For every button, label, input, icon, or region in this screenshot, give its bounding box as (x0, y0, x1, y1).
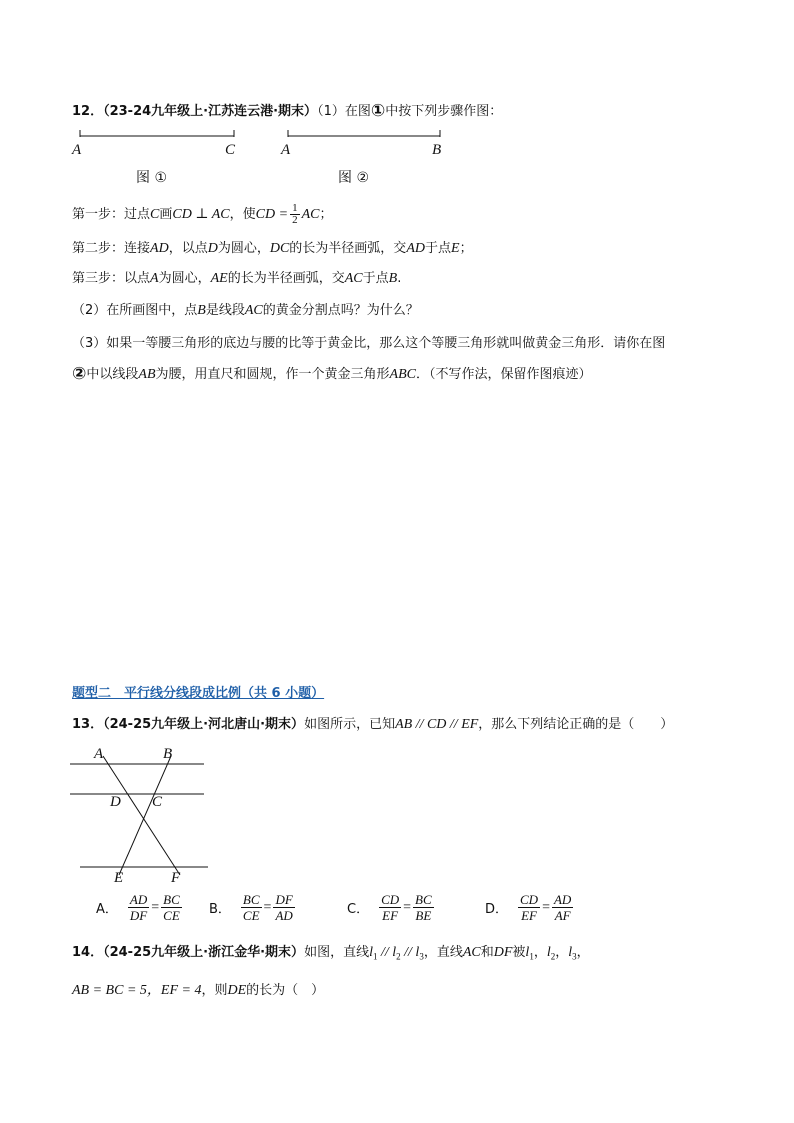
figure-1-marker: ① (370, 101, 386, 121)
q12-source: （23-24九年级上·江苏连云港·期末） (103, 104, 318, 119)
q13-source: （24-25九年级上·河北唐山·期末） (103, 717, 305, 732)
point-label-a2: A (281, 142, 291, 158)
q12-number: 12． (72, 104, 104, 119)
fig-label-f: F (171, 870, 181, 884)
option-c[interactable]: C． $\frac{CD}{EF}$ = $\frac{BC}{BE}$ (347, 892, 432, 923)
option-b[interactable]: B． $\frac{BC}{CE}$ = $\frac{DF}{AD}$ (209, 892, 293, 923)
figure-1-caption: 图 ① (136, 170, 168, 186)
option-a[interactable]: A． $\frac{AD}{DF}$ = $\frac{BC}{CE}$ (96, 892, 180, 923)
fraction-one-half: $\frac{1}{2}$ (292, 202, 298, 226)
q13-number: 13． (72, 717, 104, 732)
point-label-c1: C (225, 142, 236, 158)
segment-ac (80, 130, 234, 137)
q12-part-2: （2）在所画图中，点B是线段AC的黄金分割点吗？为什么？ (72, 303, 419, 318)
fig-label-d: D (110, 794, 121, 810)
q13-stem: 13．（24-25九年级上·河北唐山·期末）如图所示，已知AB // CD // EF，那么下列结论正确的是（ ） (72, 717, 674, 732)
segment-ab (288, 130, 440, 137)
point-label-b2: B (432, 142, 442, 158)
fig-label-e: E (114, 870, 124, 884)
fig-label-b: B (163, 746, 173, 762)
q13-figure (66, 744, 216, 884)
q12-segment-figures (70, 124, 460, 164)
q12-step-3: 第三步：以点A为圆心，AE的长为半径画弧，交AC于点B. (72, 271, 402, 286)
figure-2-caption: 图 ② (338, 170, 370, 186)
q12-step-2: 第二步：连接AD，以点D为圆心，DC的长为半径画弧，交AD于点E； (72, 241, 473, 256)
section-heading: 题型二 平行线分线段成比例（共 6 小题） (72, 686, 325, 701)
transversal-af (103, 756, 180, 875)
fig-label-a: A (94, 746, 104, 762)
q14-line-2: AB = BC = 5，EF = 4，则DE的长为（ ） (72, 983, 325, 998)
q12-stem: 12．（23-24九年级上·江苏连云港·期末）（1）在图①中按下列步骤作图： (72, 101, 503, 121)
q12-step-1: 第一步：过点C画CD ⊥ AC，使CD = $\frac{1}{2}$ AC； (72, 202, 333, 226)
q14-number: 14． (72, 945, 104, 960)
transversal-be (119, 756, 171, 875)
q12-part-3-line-2: ②中以线段AB为腰，用直尺和圆规，作一个黄金三角形ABC．（不写作法，保留作图痕迹） (72, 364, 592, 384)
fig-label-c: C (152, 794, 163, 810)
point-label-a1: A (72, 142, 82, 158)
figure-2-marker: ② (72, 364, 87, 384)
q14-stem: 14．（24-25九年级上·浙江金华·期末）如图，直线$l_1 // l_2 // l_3$，直线AC和DF被$l_1$，$l_2$，$l_3$， (72, 945, 590, 962)
q14-source: （24-25九年级上·浙江金华·期末） (103, 945, 305, 960)
option-d[interactable]: D． $\frac{CD}{EF}$ = $\frac{AD}{AF}$ (485, 892, 572, 923)
q12-part-3-line-1: （3）如果一等腰三角形的底边与腰的比等于黄金比，那么这个等腰三角形就叫做黄金三角形．请你在图 (72, 336, 666, 351)
